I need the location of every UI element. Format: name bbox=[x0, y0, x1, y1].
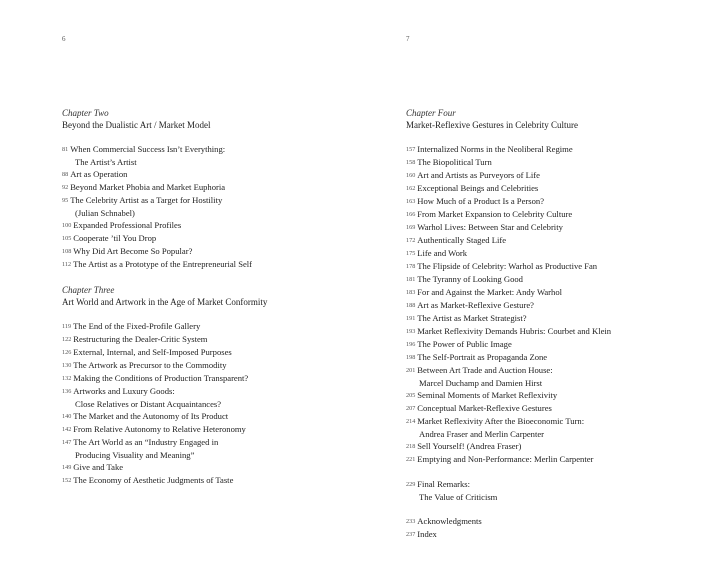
toc-entry: 81 When Commercial Success Isn’t Everything: bbox=[62, 144, 226, 154]
toc-entry: 147 The Art World as an “Industry Engaged in bbox=[62, 437, 219, 447]
toc-entry: The Artist’s Artist bbox=[75, 157, 137, 167]
toc-entry: Marcel Duchamp and Damien Hirst bbox=[419, 378, 543, 388]
toc-entry-index: 237 Index bbox=[406, 529, 437, 539]
toc-entry: 149 Give and Take bbox=[62, 462, 124, 472]
toc-entry: 126 External, Internal, and Self-Imposed Purposes bbox=[62, 347, 232, 357]
toc-entry: 183 For and Against the Market: Andy Warhol bbox=[406, 287, 563, 297]
toc-entry: 178 The Flipside of Celebrity: Warhol as Productive Fan bbox=[406, 261, 598, 271]
chapter-title: Market-Reflexive Gestures in Celebrity Culture bbox=[406, 120, 578, 130]
toc-entry: 122 Restructuring the Dealer-Critic System bbox=[62, 334, 208, 344]
toc-list bbox=[406, 143, 706, 541]
toc-entry: 88 Art as Operation bbox=[62, 169, 128, 179]
toc-entry: 152 The Economy of Aesthetic Judgments of Taste bbox=[62, 475, 234, 485]
toc-entry: 221 Emptying and Non-Performance: Merlin Carpenter bbox=[406, 454, 594, 464]
toc-entry: The Value of Criticism bbox=[419, 492, 498, 502]
chapter-two bbox=[62, 107, 352, 271]
toc-entry: 162 Exceptional Beings and Celebrities bbox=[406, 183, 539, 193]
toc-entry: 136 Artworks and Luxury Goods: bbox=[62, 386, 175, 396]
toc-entry: 92 Beyond Market Phobia and Market Euphoria bbox=[62, 182, 226, 192]
toc-entry-acknowledgments: 233 Acknowledgments bbox=[406, 516, 482, 526]
chapter-label: Chapter Two bbox=[62, 108, 109, 118]
toc-entry: 205 Seminal Moments of Market Reflexivity bbox=[406, 390, 558, 400]
toc-entry: 198 The Self-Portrait as Propaganda Zone bbox=[406, 352, 548, 362]
toc-entry: 160 Art and Artists as Purveyors of Life bbox=[406, 170, 540, 180]
toc-entry: 163 How Much of a Product Is a Person? bbox=[406, 196, 545, 206]
toc-entry: 105 Cooperate ’til You Drop bbox=[62, 233, 157, 243]
chapter-label: Chapter Three bbox=[62, 285, 115, 295]
toc-entry: 196 The Power of Public Image bbox=[406, 339, 512, 349]
toc-entry: 132 Making the Conditions of Production Transparent? bbox=[62, 373, 249, 383]
page-number: 6 bbox=[62, 35, 66, 43]
toc-entry: 214 Market Reflexivity After the Bioeconomic Turn: bbox=[406, 416, 585, 426]
toc-entry: 157 Internalized Norms in the Neoliberal Regime bbox=[406, 144, 573, 154]
toc-entry: 130 The Artwork as Precursor to the Commodity bbox=[62, 360, 227, 370]
toc-entry: 108 Why Did Art Become So Popular? bbox=[62, 246, 193, 256]
chapter-label: Chapter Four bbox=[406, 108, 456, 118]
toc-entry: 188 Art as Market-Reflexive Gesture? bbox=[406, 300, 534, 310]
toc-entry: 207 Conceptual Market-Reflexive Gestures bbox=[406, 403, 552, 413]
right-page bbox=[364, 0, 728, 564]
chapter-title: Art World and Artwork in the Age of Market Conformity bbox=[62, 297, 268, 307]
toc-entry: 172 Authentically Staged Life bbox=[406, 235, 507, 245]
toc-entry: 181 The Tyranny of Looking Good bbox=[406, 274, 523, 284]
toc-entry: 112 The Artist as a Prototype of the Entrepreneurial Self bbox=[62, 259, 253, 269]
toc-entry: Close Relatives or Distant Acquaintances? bbox=[75, 399, 222, 409]
toc-entry: 175 Life and Work bbox=[406, 248, 468, 258]
toc-entry: 140 The Market and the Autonomy of Its Product bbox=[62, 411, 229, 421]
toc-entry: Producing Visuality and Meaning” bbox=[75, 450, 195, 460]
chapter-four bbox=[406, 107, 706, 541]
toc-entry: 169 Warhol Lives: Between Star and Celebrity bbox=[406, 222, 563, 232]
toc-list bbox=[62, 143, 352, 271]
toc-entry: 193 Market Reflexivity Demands Hubris: Courbet and Klein bbox=[406, 326, 612, 336]
toc-entry: Andrea Fraser and Merlin Carpenter bbox=[419, 429, 545, 439]
toc-entry: 191 The Artist as Market Strategist? bbox=[406, 313, 527, 323]
toc-entry-final-remarks: 229 Final Remarks: bbox=[406, 479, 471, 489]
toc-entry: 119 The End of the Fixed-Profile Gallery bbox=[62, 321, 201, 331]
toc-entry: 201 Between Art Trade and Auction House: bbox=[406, 365, 553, 375]
chapter-three bbox=[62, 284, 352, 487]
toc-entry: 100 Expanded Professional Profiles bbox=[62, 220, 182, 230]
toc-entry: 166 From Market Expansion to Celebrity Culture bbox=[406, 209, 573, 219]
chapter-title: Beyond the Dualistic Art / Market Model bbox=[62, 120, 211, 130]
toc-entry: 218 Sell Yourself! (Andrea Fraser) bbox=[406, 441, 522, 451]
toc-entry: 95 The Celebrity Artist as a Target for Hostility bbox=[62, 195, 223, 205]
toc-entry: 142 From Relative Autonomy to Relative Heteronomy bbox=[62, 424, 246, 434]
toc-list bbox=[62, 320, 352, 487]
toc-entry: (Julian Schnabel) bbox=[75, 208, 135, 218]
page-number: 7 bbox=[406, 35, 410, 43]
toc-entry: 158 The Biopolitical Turn bbox=[406, 157, 492, 167]
